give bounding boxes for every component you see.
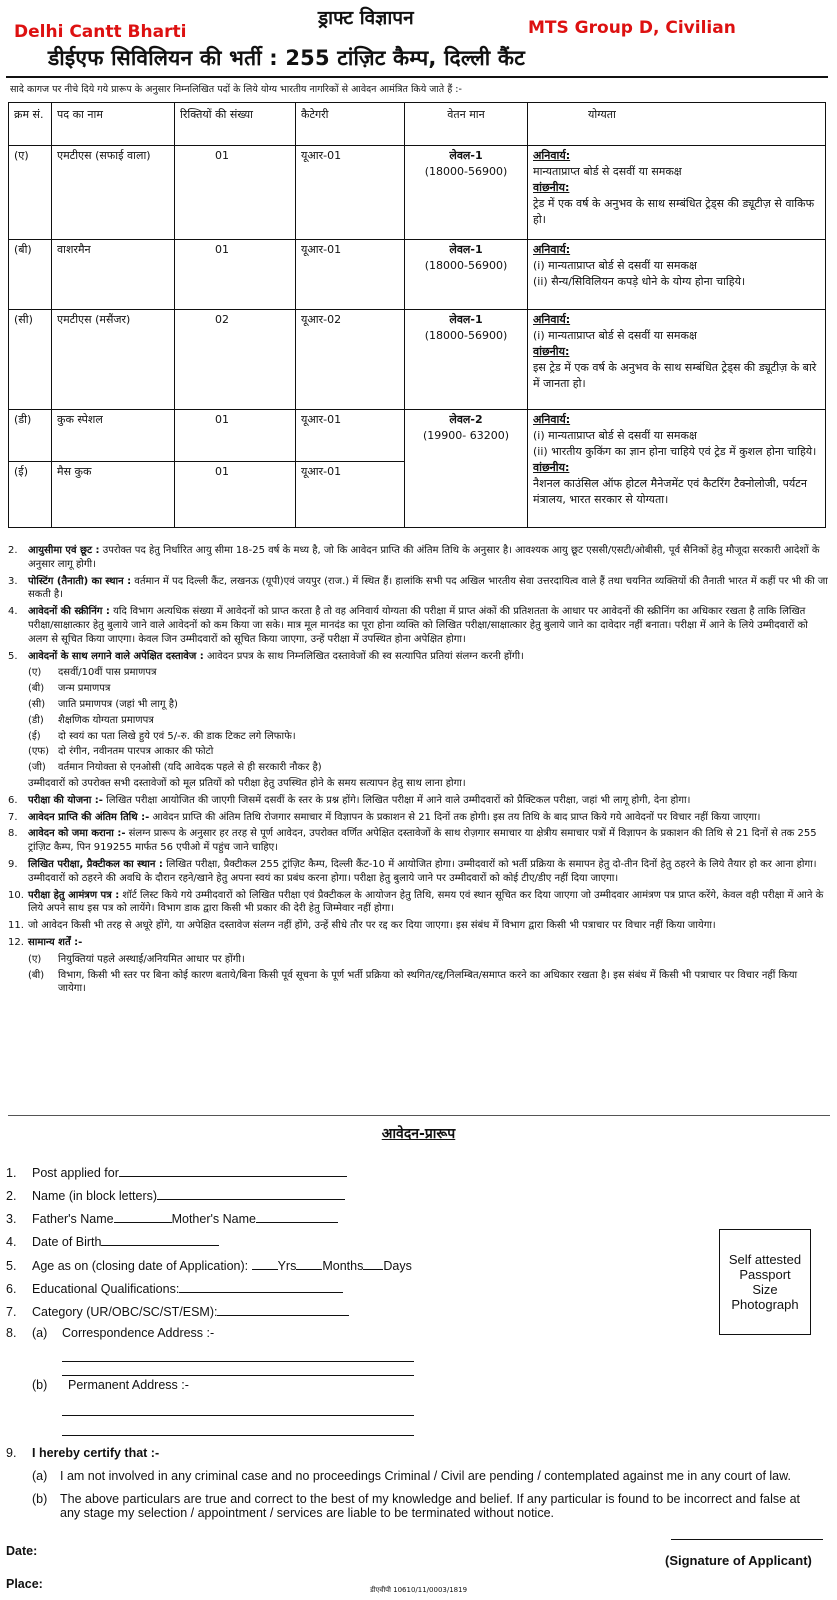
para-age-limit	[8, 544, 828, 572]
item-text: दसवीं/10वीं पास प्रमाणपत्र	[58, 667, 157, 679]
para-text: आवेदन प्राप्ति की अंतिम तिथि रोजगार समाचार में विज्ञापन के प्रकाशन से 21 दिनों तक होगी। इस तय तिथि के बाद प्राप्त किये गये आवेदनों पर विचार नहीं किया जाएगा।	[152, 811, 761, 823]
field-label: Age as on (closing date of Application):	[32, 1259, 252, 1273]
col-header-pay: वेतन मान	[405, 103, 528, 146]
field-age	[6, 1257, 412, 1273]
para-text: जो आवेदन किसी भी तरह से अधूरे होंगे, या अपेक्षित दस्तावेज संलग्न नहीं होंगे, उन्हें सीधे तौर पर रद्द कर दिया जाएगा। इस संबंध में विभाग द्वारा किसी भी पत्राचार पर विचार नहीं किया जायेगा।	[28, 920, 716, 932]
cell-qualification-merged	[528, 410, 826, 528]
field-number: 4.	[6, 1235, 17, 1249]
desirable-heading: वांछनीय:	[533, 344, 570, 358]
cell-sn: (ई)	[9, 462, 52, 528]
header-right-label: MTS Group D, Civilian	[528, 18, 736, 38]
cell-post: एमटीएस (सफाई वाला)	[52, 146, 175, 240]
cell-pay-merged	[405, 410, 528, 528]
item-key: (जी)	[28, 762, 46, 774]
item-key: (बी)	[28, 969, 45, 981]
essential-heading: अनिवार्य:	[533, 413, 571, 426]
item-text: जाति प्रमाणपत्र (जहां भी लागू है)	[58, 698, 178, 710]
certify-item-a	[32, 1469, 822, 1483]
essential-heading: अनिवार्य:	[533, 313, 571, 326]
essential-text: (i) मान्यताप्राप्त बोर्ड से दसवीं या समकक्ष	[533, 328, 697, 342]
cell-qualification	[528, 310, 826, 410]
field-certify	[6, 1446, 159, 1460]
para-heading: लिखित परीक्षा, प्रैक्टीकल का स्थान :	[28, 858, 163, 870]
cell-vacancies: 02	[175, 310, 296, 410]
cell-category: यूआर-02	[296, 310, 405, 410]
pay-level: लेवल-2	[449, 413, 483, 426]
cell-pay	[405, 240, 528, 310]
para-exam-scheme	[8, 794, 828, 808]
father-name-input[interactable]	[114, 1210, 172, 1223]
list-item	[28, 698, 828, 712]
para-screening	[8, 605, 828, 646]
table-row	[9, 146, 826, 240]
photo-box[interactable]	[719, 1229, 811, 1335]
essential-heading: अनिवार्य:	[533, 243, 571, 256]
field-label: Father's Name	[32, 1212, 114, 1226]
field-label: Correspondence Address :-	[62, 1326, 215, 1340]
item-text: जन्म प्रमाणपत्र	[58, 683, 111, 695]
essential-text-2: (ii) भारतीय कुकिंग का ज्ञान होना चाहिये एवं ट्रेड में कुशल होना चाहिये।	[533, 444, 817, 458]
para-number: 9.	[8, 858, 18, 870]
para-number: 5.	[8, 650, 18, 662]
para-number: 2.	[8, 545, 18, 556]
field-key: (a)	[32, 1326, 48, 1340]
header-left-label: Delhi Cantt Bharti	[14, 22, 187, 42]
cell-sn: (सी)	[9, 310, 52, 410]
item-key: (ए)	[28, 953, 42, 965]
field-name	[6, 1187, 345, 1203]
desirable-text: नैशनल काउंसिल ऑफ होटल मैनेजमेंट एवं कैटरिंग टैक्नोलोजी, पर्यटन मंत्रालय, भारत सरकार से योग्यता।	[533, 476, 807, 506]
form-title: आवेदन-प्रारूप	[381, 1126, 456, 1142]
desirable-heading: वांछनीय:	[533, 180, 570, 194]
field-label: Yrs	[277, 1259, 297, 1273]
age-days-input[interactable]	[363, 1257, 383, 1270]
page-title: डीईएफ सिविलियन की भर्ती : 255 टांज़िट कैम्प, दिल्ली कैंट	[48, 46, 526, 70]
field-category	[6, 1303, 349, 1319]
field-label: Name (in block letters)	[32, 1189, 158, 1203]
field-label: Days	[383, 1259, 412, 1273]
list-item	[28, 666, 828, 680]
field-label: I hereby certify that :-	[32, 1446, 160, 1460]
item-key: (डी)	[28, 714, 44, 726]
field-dob	[6, 1233, 219, 1249]
field-number: 7.	[6, 1305, 17, 1319]
date-label: Date:	[6, 1544, 38, 1558]
item-text: I am not involved in any criminal case and no proceedings Criminal / Civil are pending / contemplated against me in any court of law.	[60, 1469, 791, 1483]
para-heading: आवेदन को जमा कराना :-	[28, 828, 126, 840]
para-number: 8.	[8, 828, 18, 840]
cell-post: मैस कुक	[52, 462, 175, 528]
essential-text: मान्यताप्राप्त बोर्ड से दसवीं या समकक्ष	[533, 164, 682, 178]
cell-pay	[405, 146, 528, 240]
para-heading: आवेदनों की स्क्रीनिंग :	[28, 606, 110, 618]
item-key: (a)	[32, 1469, 48, 1483]
cell-category: यूआर-01	[296, 240, 405, 310]
cell-qualification	[528, 146, 826, 240]
essential-text-2: (ii) सैन्य/सिविलियन कपड़े धोने के योग्य होना चाहिये।	[533, 274, 746, 288]
photo-label: Self attested Passport Size Photograph	[728, 1252, 802, 1312]
list-item	[28, 730, 828, 744]
field-label: Months	[322, 1259, 364, 1273]
cell-qualification	[528, 240, 826, 310]
permanent-address-line-2[interactable]	[62, 1434, 414, 1436]
table-row	[9, 240, 826, 310]
signature-line[interactable]	[671, 1539, 823, 1540]
category-input[interactable]	[217, 1303, 349, 1316]
age-years-input[interactable]	[252, 1257, 278, 1270]
certify-item-b	[32, 1492, 822, 1520]
para-number: 12.	[8, 936, 24, 948]
col-header-post: पद का नाम	[52, 103, 175, 146]
list-item	[28, 761, 828, 775]
para-text: लिखित परीक्षा आयोजित की जाएगी जिसमें दसवीं के स्तर के प्रश्न होंगे। लिखित परीक्षा में आने वाले उम्मीदवारों को प्रैक्टिकल परीक्षा, जहां भी लागू होगी, देना होगा।	[106, 794, 691, 806]
pay-range: (18000-56900)	[424, 164, 508, 178]
para-number: 3.	[8, 575, 18, 587]
intro-text: सादे कागज पर नीचे दिये गये प्रारूप के अनुसार निम्नलिखित पदों के लिये योग्य भारतीय नागरिकों से आवेदन आमंत्रित किये जाते हैं :-	[10, 84, 462, 95]
col-header-category: कैटेगरी	[296, 103, 405, 146]
field-permanent-address	[6, 1378, 189, 1392]
davp-code: डीएवीपी 10610/11/0003/1819	[370, 1586, 468, 1594]
item-text: नियुक्तियां पहले अस्थाई/अनियमित आधार पर होंगी।	[58, 953, 245, 965]
para-heading: आयुसीमा एवं छूट :	[28, 545, 100, 556]
para-heading: सामान्य शर्तें :-	[28, 936, 83, 948]
para-exam-venue	[8, 858, 828, 886]
item-key: (बी)	[28, 683, 45, 695]
para-general-terms	[8, 936, 828, 950]
form-divider	[8, 1115, 830, 1116]
para-text: उम्मीदवारों को उपरोक्त सभी दस्तावेजों को मूल प्रतियों को परीक्षा हेतु उपस्थित होने के समय सत्यापन हेतु साथ लाना होगा।	[28, 777, 466, 789]
field-key: (b)	[32, 1378, 48, 1392]
table-header-row	[9, 103, 826, 146]
list-item	[28, 969, 828, 997]
dob-input[interactable]	[101, 1233, 219, 1246]
item-text: दो रंगीन, नवीनतम पारपत्र आकार की फोटो	[58, 746, 214, 758]
para-number: 6.	[8, 794, 18, 806]
cell-category: यूआर-01	[296, 410, 405, 462]
field-number: 1.	[6, 1166, 17, 1180]
para-documents	[8, 650, 828, 664]
para-heading: आवेदन प्राप्ति की अंतिम तिथि :-	[28, 811, 150, 823]
cell-vacancies: 01	[175, 240, 296, 310]
field-label: Post applied for	[32, 1166, 119, 1180]
signature-label: (Signature of Applicant)	[665, 1553, 812, 1568]
para-incomplete	[8, 919, 828, 933]
item-text: The above particulars are true and correct to the best of my knowledge and belief. If any particular is found to be incorrect and false at any stage my selection / appointment / services are liable to be terminated without notice.	[60, 1492, 800, 1520]
item-key: (b)	[32, 1492, 48, 1506]
field-number: 2.	[6, 1189, 17, 1203]
para-last-date	[8, 811, 828, 825]
para-number: 7.	[8, 811, 18, 823]
list-item	[28, 714, 828, 728]
field-number: 9.	[6, 1446, 17, 1460]
field-number: 5.	[6, 1259, 17, 1273]
cell-vacancies: 01	[175, 462, 296, 528]
para-number: 10.	[8, 889, 24, 901]
item-key: (सी)	[28, 698, 46, 710]
para-text: वर्तमान में पद दिल्ली कैंट, लखनऊ (यूपी)एवं जयपुर (राज.) में स्थित हैं। हालांकि सभी पद अखिल भारतीय सेवा उत्तरदायित्व वाले हैं तथा चयनित व्यक्तियों की तैनाती भारत में कहीं पर भी की जा सकती है।	[28, 575, 828, 601]
cell-category: यूआर-01	[296, 462, 405, 528]
cell-post: वाशरमैन	[52, 240, 175, 310]
col-header-sn: क्रम सं.	[9, 103, 52, 146]
field-label: Mother's Name	[171, 1212, 256, 1226]
field-label: Permanent Address :-	[68, 1378, 189, 1392]
para-documents-note	[8, 777, 828, 791]
desirable-text: ट्रेड में एक वर्ष के अनुभव के साथ सम्बंधित ट्रेड्स की ड्यूटीज़ से वाकिफ हो।	[533, 196, 815, 226]
para-text: संलग्न प्रारूप के अनुसार हर तरह से पूर्ण आवेदन, उपरोक्त वर्णित अपेक्षित दस्तावेजों के साथ रोज़गार समाचार या क्षेत्रीय समाचार पत्रों में विज्ञापन के प्रकाशन की तिथि से 21 दिनों से तक 255 ट्रांज़िट कैम्प, पिन 919255 मार्फत 56 एपीओ में पहुंच जाने चाहिए।	[28, 828, 817, 854]
essential-text: (i) मान्यताप्राप्त बोर्ड से दसवीं या समकक्ष	[533, 428, 697, 442]
item-text: शैक्षणिक योग्यता प्रमाणपत्र	[58, 714, 154, 726]
cell-vacancies: 01	[175, 146, 296, 240]
item-text: दो स्वयं का पता लिखे हुये एवं 5/-रु. की डाक टिकट लगे लिफाफे।	[58, 730, 296, 742]
desirable-text: इस ट्रेड में एक वर्ष के अनुभव के साथ सम्बंधित ट्रेड्स की ड्यूटीज़ के बारे में जानता हो।	[533, 360, 817, 390]
para-text: उपरोक्त पद हेतु निर्धारित आयु सीमा 18-25 वर्ष के मध्य है, जो कि आवेदन प्राप्ति की अंतिम तिथि के अनुसार है। आवश्यक आयु छूट एससी/एसटी/ओबीसी, पूर्व सैनिकों हेतु मौजूदा सरकारी आदेशों के अनुसार लागू होगी।	[28, 545, 820, 570]
field-label: Date of Birth	[32, 1235, 102, 1249]
field-post-applied	[6, 1164, 347, 1180]
permanent-address-line-1[interactable]	[62, 1414, 414, 1416]
cell-sn: (ए)	[9, 146, 52, 240]
pay-level: लेवल-1	[449, 313, 483, 326]
field-number: 3.	[6, 1212, 17, 1226]
field-label: Educational Qualifications:	[32, 1282, 180, 1296]
para-posting	[8, 575, 828, 603]
para-text: यदि विभाग अत्यधिक संख्या में आवेदनों को प्राप्त करता है तो वह अनिवार्य योग्यता की परीक्षा में प्राप्त अंकों की प्रतिशतता के आधार पर आवेदनों की स्क्रीनिंग का अधिकार रखता है ताकि लिखित परीक्षा/साक्षात्कार हेतु बुलाये जाने वाले आवेदनों को कम किया जा सके। मात्र मूल मानदंड का पूरा होना व्यक्ति को लिखित परीक्षा/साक्षात्कार हेतु बुलाये जाने का दावेदार नहीं बनाता। परीक्षा में आने के लिये उम्मीदवारों को अलग से सूचित किया जाएगा। केवल जिन उम्मीदवारों को सूचित किया जाएगा, उन्हें परीक्षा में उपस्थित होना अपेक्षित होगा।	[28, 606, 808, 645]
correspondence-address-line-1[interactable]	[62, 1360, 414, 1362]
cell-post: कुक स्पेशल	[52, 410, 175, 462]
cell-sn: (बी)	[9, 240, 52, 310]
desirable-heading: वांछनीय:	[533, 460, 570, 474]
para-number: 11.	[8, 920, 24, 932]
essential-text: (i) मान्यताप्राप्त बोर्ड से दसवीं या समकक्ष	[533, 258, 697, 272]
item-key: (एफ)	[28, 746, 50, 758]
field-number: 8.	[6, 1326, 17, 1340]
para-number: 4.	[8, 606, 18, 618]
item-key: (ए)	[28, 667, 42, 679]
vacancy-table	[8, 102, 826, 528]
pay-range: (19900- 63200)	[422, 428, 510, 442]
col-header-vacancies: रिक्तियों की संख्या	[175, 103, 296, 146]
mother-name-input[interactable]	[256, 1210, 338, 1223]
pay-range: (18000-56900)	[424, 258, 508, 272]
field-correspondence-address	[6, 1326, 214, 1340]
item-key: (ई)	[28, 730, 41, 742]
para-text: आवेदन प्रपत्र के साथ निम्नलिखित दस्तावेजों की स्व सत्यापित प्रतियां संलग्न करनी होंगी।	[206, 650, 524, 662]
age-months-input[interactable]	[296, 1257, 322, 1270]
essential-heading: अनिवार्य:	[533, 149, 571, 162]
field-number: 6.	[6, 1282, 17, 1296]
para-text: लिखित परीक्षा, प्रैक्टीकल 255 ट्रांज़िट कैम्प, दिल्ली कैंट-10 में आयोजित होगा। उम्मीदवारों को भर्ती प्रक्रिया के समापन हेतु दो-तीन दिनों हेतु ठहरने के लिये तैयार हो कर आना होगा। उम्मीदवारों को ठहरने की अवधि के दौरान रहने/खाने हेतु अपना स्वयं का प्रबंध करना होगा। परीक्षा हेतु बुलाये जाने पर उम्मीदवारों को कोई टीए/डीए नहीं दिया जाएगा।	[28, 858, 817, 884]
table-row	[9, 310, 826, 410]
pay-level: लेवल-1	[449, 149, 483, 162]
terms-section	[8, 544, 828, 998]
draft-heading: ड्राफ्ट विज्ञापन	[318, 7, 414, 29]
place-label: Place:	[6, 1577, 43, 1591]
col-header-qualification: योग्यता	[528, 103, 826, 146]
education-input[interactable]	[179, 1280, 343, 1293]
para-submission	[8, 827, 828, 855]
para-heading: परीक्षा हेतु आमंत्रण पत्र :	[28, 889, 120, 901]
post-applied-input[interactable]	[119, 1164, 347, 1177]
para-text: शॉर्ट लिस्ट किये गये उम्मीदवारों को लिखित परीक्षा एवं प्रैक्टीकल के आयोजन हेतु तिथि, समय एवं स्थान सूचित कर दिया जाएगा जो उम्मीदवार आमंत्रण पत्र प्राप्त करेंगे, केवल वही परीक्षा में आने के लिये अपने साथ इस पत्र को लायेंगे। विभाग डाक द्वारा किसी भी प्रकार की देरी हेतु जिम्मेवार नहीं होगा।	[28, 889, 824, 915]
cell-category: यूआर-01	[296, 146, 405, 240]
para-heading: परीक्षा की योजना :-	[28, 794, 103, 806]
list-item	[28, 745, 828, 759]
para-call-letter	[8, 889, 828, 917]
table-row	[9, 410, 826, 462]
header-divider	[6, 76, 828, 78]
name-input[interactable]	[157, 1187, 345, 1200]
field-parents	[6, 1210, 338, 1226]
field-education	[6, 1280, 343, 1296]
list-item	[28, 953, 828, 967]
cell-sn: (डी)	[9, 410, 52, 462]
correspondence-address-line-2[interactable]	[62, 1374, 414, 1376]
pay-level: लेवल-1	[449, 243, 483, 256]
item-text: विभाग, किसी भी स्तर पर बिना कोई कारण बताये/बिना किसी पूर्व सूचना के पूर्ण भर्ती प्रक्रिया को स्थगित/रद्द/निलम्बित/समाप्त करने का अधिकार रखता है। इस संबंध में किसी भी पत्राचार पर विचार नहीं किया जायेगा।	[58, 969, 798, 995]
para-heading: आवेदनों के साथ लगाने वाले अपेक्षित दस्तावेज :	[28, 650, 204, 662]
pay-range: (18000-56900)	[424, 328, 508, 342]
cell-post: एमटीएस (मसैंजर)	[52, 310, 175, 410]
item-text: वर्तमान नियोक्ता से एनओसी (यदि आवेदक पहले से ही सरकारी नौकर है)	[58, 762, 322, 774]
para-heading: पोस्टिंग (तैनाती) का स्थान :	[28, 575, 132, 587]
cell-vacancies: 01	[175, 410, 296, 462]
cell-pay	[405, 310, 528, 410]
field-label: Category (UR/OBC/SC/ST/ESM):	[32, 1305, 218, 1319]
list-item	[28, 682, 828, 696]
